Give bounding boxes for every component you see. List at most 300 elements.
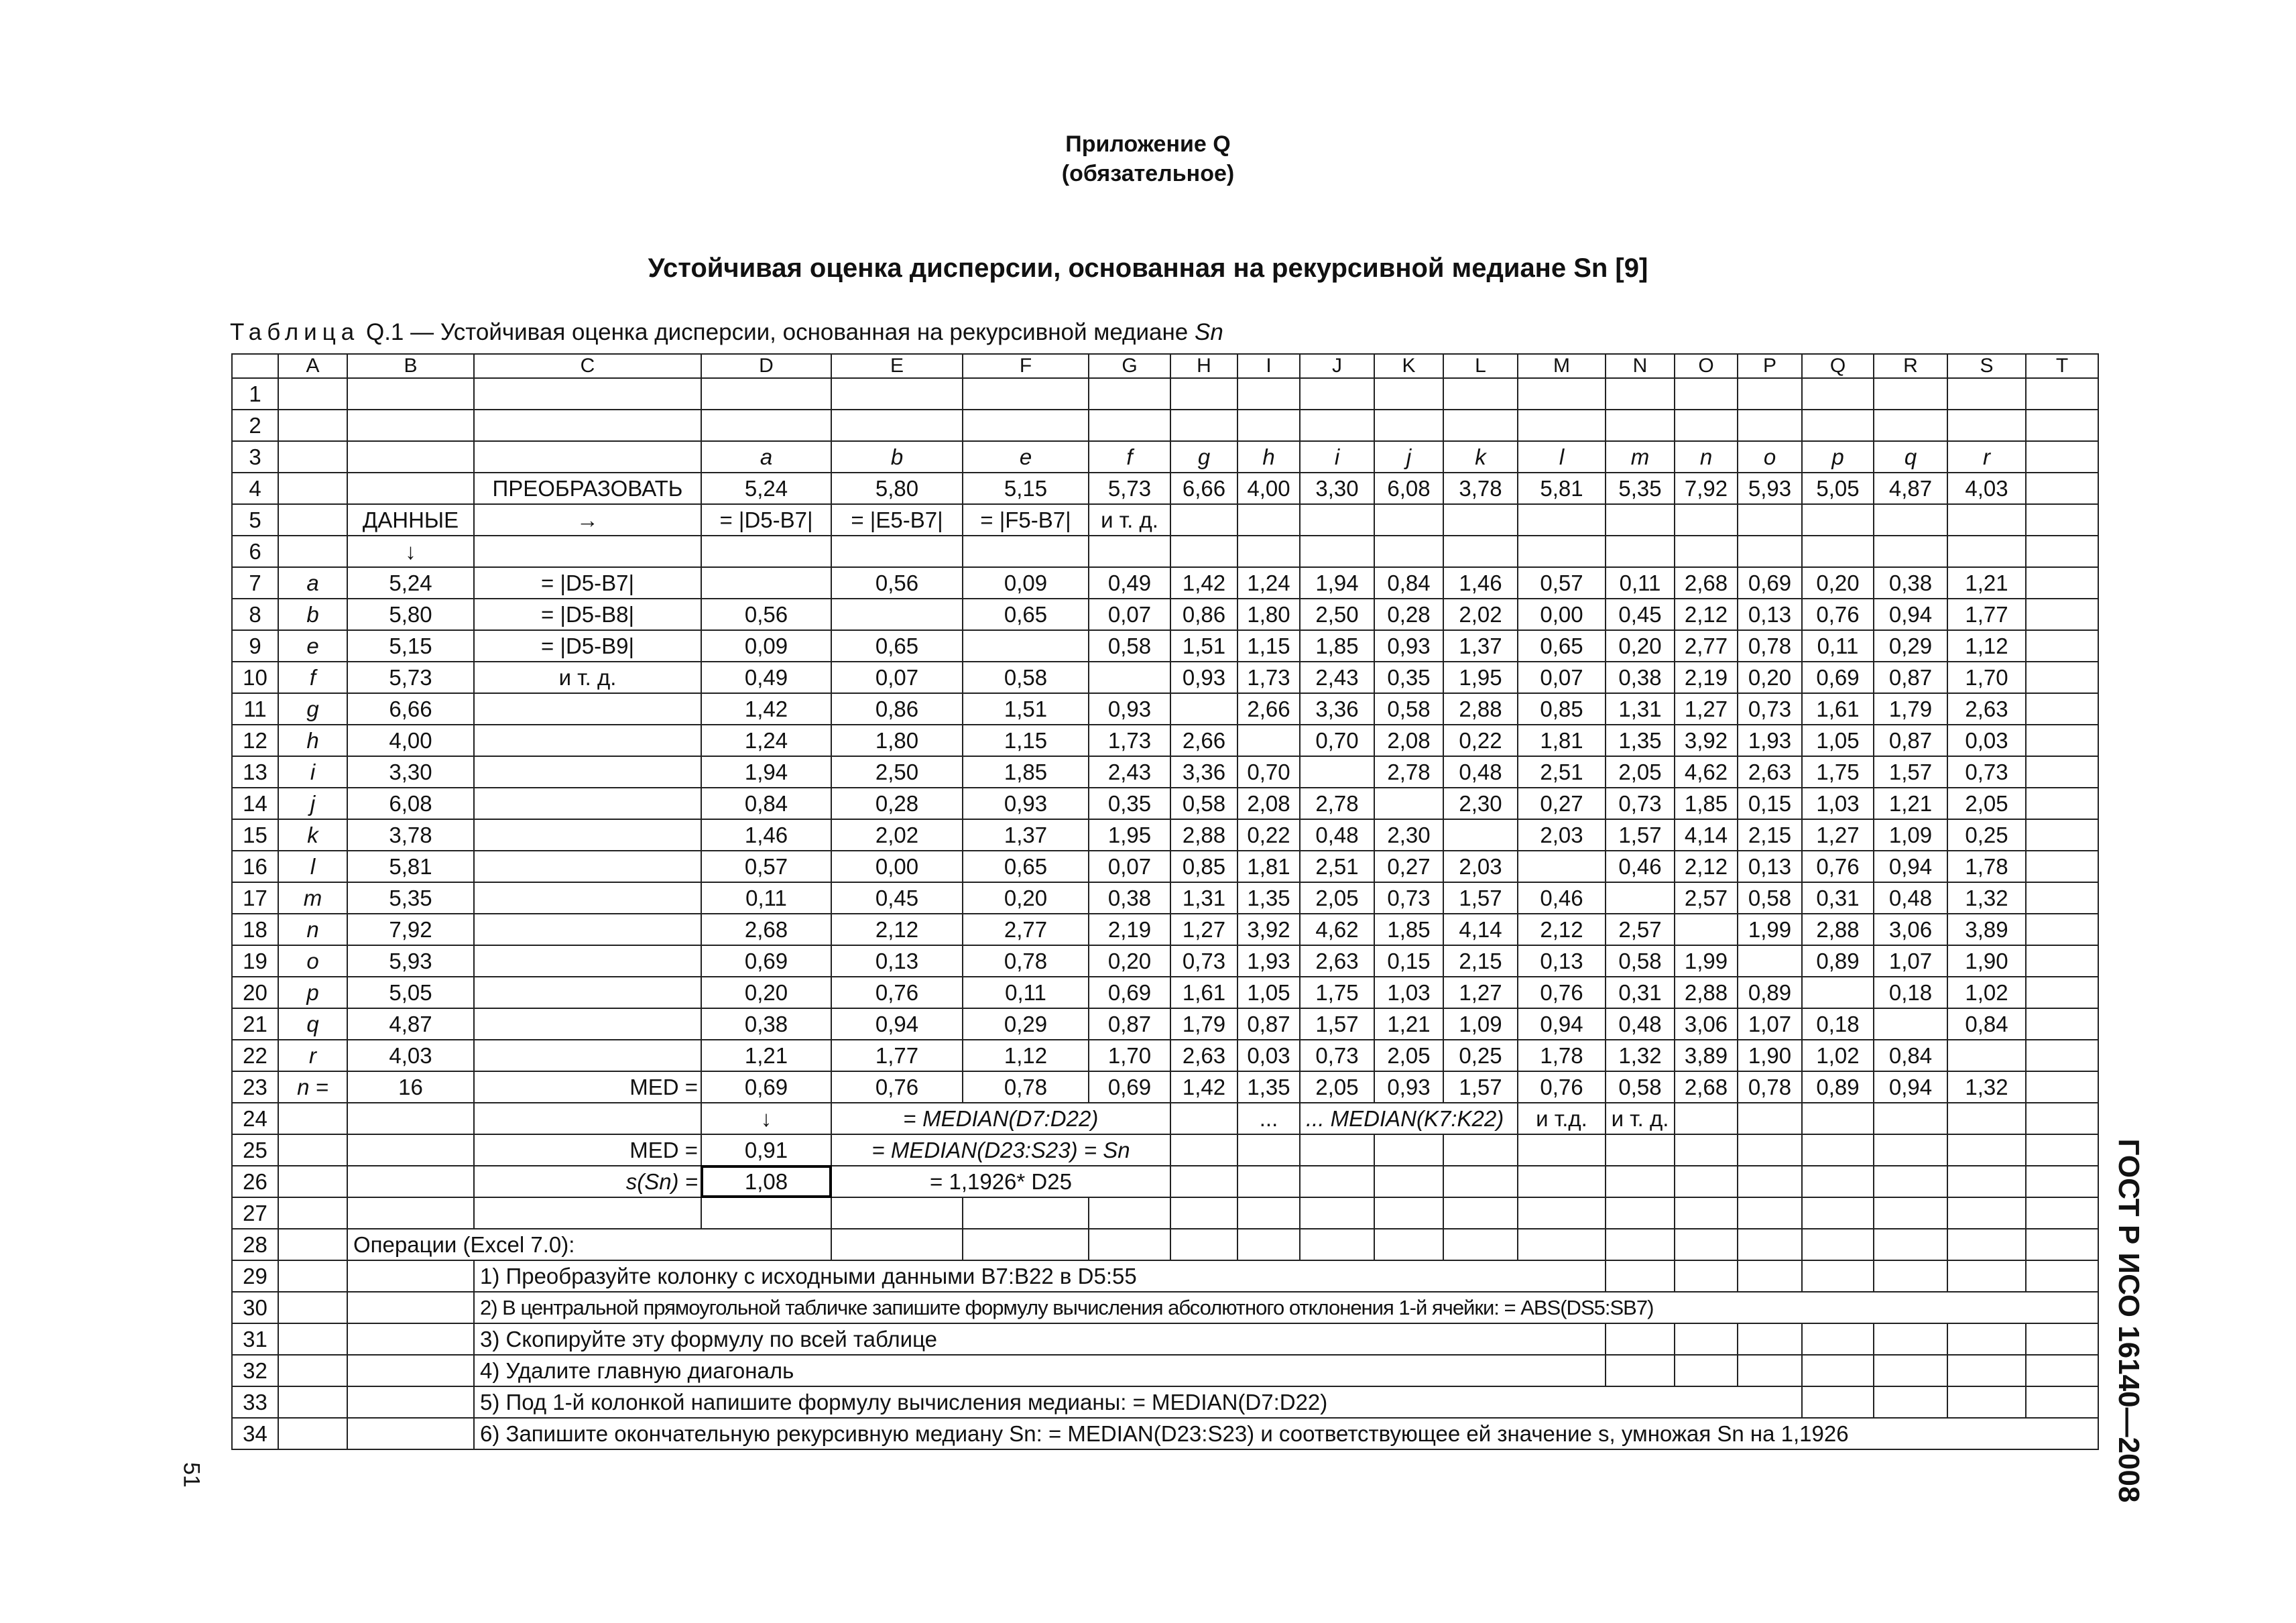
row-number: 9 (232, 630, 278, 662)
median-value: 1,35 (1237, 1071, 1300, 1103)
med-label: MED = (474, 1071, 701, 1103)
empty-cell (347, 1323, 474, 1355)
empty-cell (1675, 1103, 1738, 1134)
row-number: 8 (232, 599, 278, 630)
formula-cell: = |D5-B7| (474, 567, 701, 599)
formula-cell: = |D5-B8| (474, 599, 701, 630)
deviation-value: 1,42 (1170, 567, 1237, 599)
variable-label: h (278, 725, 347, 756)
empty-cell (831, 378, 963, 410)
med-label: MED = (474, 1134, 701, 1166)
column-variable: j (1374, 441, 1443, 473)
deviation-value: 2,66 (1170, 725, 1237, 756)
overall-median-value: 0,91 (701, 1134, 831, 1166)
deviation-value: 0,13 (1738, 599, 1802, 630)
deviation-value: 0,22 (1443, 725, 1518, 756)
deviation-value: 0,07 (1089, 851, 1170, 882)
data-value: 6,66 (347, 693, 474, 725)
variable-label: n (278, 914, 347, 945)
deviation-value: 0,20 (1089, 945, 1170, 977)
deviation-value: 0,70 (1300, 725, 1374, 756)
empty-cell (1675, 1260, 1738, 1292)
deviation-value: 0,69 (1802, 662, 1874, 693)
variable-label: l (278, 851, 347, 882)
deviation-value (1802, 977, 1874, 1008)
empty-cell (1300, 1229, 1374, 1260)
empty-cell (1606, 1166, 1675, 1197)
deviation-value: 2,05 (1300, 882, 1374, 914)
deviation-value: 3,06 (1874, 914, 1947, 945)
matrix-row (232, 662, 2098, 693)
empty-cell (1443, 378, 1518, 410)
column-header: S (1947, 354, 2026, 378)
deviation-value: 1,57 (1874, 756, 1947, 788)
column-variable: r (1947, 441, 2026, 473)
empty-cell (2026, 662, 2098, 693)
deviation-value: 0,11 (963, 977, 1089, 1008)
column-variable: o (1738, 441, 1802, 473)
row-number: 2 (232, 410, 278, 441)
row-number: 4 (232, 473, 278, 504)
empty-cell (1738, 1260, 1802, 1292)
deviation-value: 2,78 (1374, 756, 1443, 788)
column-variable: b (831, 441, 963, 473)
row-number: 32 (232, 1355, 278, 1386)
deviation-value (1089, 662, 1170, 693)
empty-cell (1170, 1134, 1237, 1166)
column-variable: e (963, 441, 1089, 473)
deviation-value: 0,48 (1874, 882, 1947, 914)
empty-cell (1738, 1229, 1802, 1260)
column-variable: n (1675, 441, 1738, 473)
data-label: ДАННЫЕ (347, 504, 474, 536)
column-header: F (963, 354, 1089, 378)
empty-cell (278, 1103, 347, 1134)
deviation-value: 1,31 (1170, 882, 1237, 914)
deviation-value: 2,88 (1170, 819, 1237, 851)
data-value: 4,03 (347, 1040, 474, 1071)
deviation-value: 1,57 (1443, 882, 1518, 914)
deviation-value: 1,77 (831, 1040, 963, 1071)
deviation-value: 0,65 (963, 599, 1089, 630)
empty-cell (474, 536, 701, 567)
deviation-value: 0,65 (831, 630, 963, 662)
empty-cell (1518, 378, 1606, 410)
transposed-value: 5,73 (1089, 473, 1170, 504)
empty-cell (347, 441, 474, 473)
formula-cell (474, 756, 701, 788)
empty-cell (1374, 378, 1443, 410)
deviation-value: 1,93 (1237, 945, 1300, 977)
deviation-value: 2,51 (1300, 851, 1374, 882)
transposed-value: 5,24 (701, 473, 831, 504)
median-value: 0,76 (831, 1071, 963, 1103)
deviation-value: 0,00 (1518, 599, 1606, 630)
deviation-value: 1,12 (1947, 630, 2026, 662)
empty-cell (2026, 1355, 2098, 1386)
deviation-value: 1,79 (1874, 693, 1947, 725)
appendix-title: Приложение Q (1065, 131, 1231, 157)
empty-cell (347, 1166, 474, 1197)
variable-label: p (278, 977, 347, 1008)
matrix-row (232, 882, 2098, 914)
matrix-row (232, 725, 2098, 756)
empty-cell (701, 1197, 831, 1229)
table-row (232, 1134, 2098, 1166)
empty-cell (1947, 1166, 2026, 1197)
empty-cell (1675, 1229, 1738, 1260)
corner-cell (232, 354, 278, 378)
empty-cell (2026, 851, 2098, 882)
deviation-value: 2,88 (1675, 977, 1738, 1008)
deviation-value: 0,11 (1802, 630, 1874, 662)
empty-cell (1947, 1355, 2026, 1386)
arrow-down: ↓ (701, 1103, 831, 1134)
row-number: 7 (232, 567, 278, 599)
empty-cell (1518, 1197, 1606, 1229)
deviation-value: 1,80 (831, 725, 963, 756)
deviation-value: 0,58 (963, 662, 1089, 693)
row-number: 12 (232, 725, 278, 756)
empty-cell (1374, 504, 1443, 536)
deviation-value (1300, 756, 1374, 788)
empty-cell (831, 536, 963, 567)
deviation-value: 0,38 (701, 1008, 831, 1040)
deviation-value: 1,57 (1606, 819, 1675, 851)
row-number: 27 (232, 1197, 278, 1229)
empty-cell (2026, 1008, 2098, 1040)
deviation-value: 1,27 (1675, 693, 1738, 725)
empty-cell (278, 410, 347, 441)
column-variable: h (1237, 441, 1300, 473)
deviation-value: 1,32 (1606, 1040, 1675, 1071)
n-value: 16 (347, 1071, 474, 1103)
empty-cell (1738, 536, 1802, 567)
deviation-value: 2,57 (1675, 882, 1738, 914)
empty-cell (1237, 1134, 1300, 1166)
data-value: 5,80 (347, 599, 474, 630)
deviation-value: 1,57 (1300, 1008, 1374, 1040)
empty-cell (1874, 1166, 1947, 1197)
empty-cell (2026, 599, 2098, 630)
table-row (232, 536, 2098, 567)
deviation-value: 3,92 (1675, 725, 1738, 756)
empty-cell (474, 378, 701, 410)
transposed-value: 5,35 (1606, 473, 1675, 504)
deviation-value: 1,15 (963, 725, 1089, 756)
empty-cell (2026, 788, 2098, 819)
empty-cell (278, 1323, 347, 1355)
empty-cell (1947, 536, 2026, 567)
deviation-value: 1,27 (1802, 819, 1874, 851)
empty-cell (1606, 1229, 1675, 1260)
deviation-value (1675, 914, 1738, 945)
deviation-value: 0,48 (1443, 756, 1518, 788)
median-value: 2,68 (1675, 1071, 1738, 1103)
deviation-value: 1,78 (1947, 851, 2026, 882)
deviation-value: 0,48 (1606, 1008, 1675, 1040)
deviation-value: 2,03 (1518, 819, 1606, 851)
spreadsheet-table (231, 353, 2099, 1450)
empty-cell (1947, 1197, 2026, 1229)
deviation-value: 1,99 (1675, 945, 1738, 977)
deviation-value: 4,14 (1443, 914, 1518, 945)
table-row (232, 504, 2098, 536)
empty-cell (1675, 536, 1738, 567)
deviation-value: 0,85 (1170, 851, 1237, 882)
column-header: Q (1802, 354, 1874, 378)
deviation-value: 1,75 (1300, 977, 1374, 1008)
column-header: E (831, 354, 963, 378)
variable-label: a (278, 567, 347, 599)
median-value: 1,42 (1170, 1071, 1237, 1103)
empty-cell (347, 1103, 474, 1134)
empty-cell (1675, 410, 1738, 441)
empty-cell (1874, 410, 1947, 441)
deviation-value: 0,65 (1518, 630, 1606, 662)
empty-cell (1947, 504, 2026, 536)
transposed-value: 6,66 (1170, 473, 1237, 504)
empty-cell (963, 1229, 1089, 1260)
row-number: 25 (232, 1134, 278, 1166)
empty-cell (1874, 1103, 1947, 1134)
empty-cell (1802, 410, 1874, 441)
table-row (232, 1166, 2098, 1197)
empty-cell (2026, 630, 2098, 662)
deviation-value (1874, 1008, 1947, 1040)
matrix-row (232, 693, 2098, 725)
formula-cell (474, 851, 701, 882)
empty-cell (701, 378, 831, 410)
deviation-value: 2,50 (831, 756, 963, 788)
empty-cell (278, 378, 347, 410)
empty-cell (1802, 536, 1874, 567)
empty-cell (1518, 1134, 1606, 1166)
deviation-value: 0,84 (1874, 1040, 1947, 1071)
row-number: 31 (232, 1323, 278, 1355)
empty-cell (1300, 536, 1374, 567)
row-number: 23 (232, 1071, 278, 1103)
empty-cell (1443, 410, 1518, 441)
deviation-value: 0,76 (831, 977, 963, 1008)
median-value: 0,76 (1518, 1071, 1606, 1103)
deviation-value: 2,78 (1300, 788, 1374, 819)
column-variable: a (701, 441, 831, 473)
row-number: 26 (232, 1166, 278, 1197)
median-value: 0,78 (963, 1071, 1089, 1103)
empty-cell (474, 1103, 701, 1134)
empty-cell (278, 1386, 347, 1418)
deviation-value: 1,77 (1947, 599, 2026, 630)
page-number-text: 51 (178, 1462, 204, 1488)
empty-cell (1237, 1197, 1300, 1229)
column-header: R (1874, 354, 1947, 378)
empty-cell (1874, 1323, 1947, 1355)
deviation-value: 1,94 (1300, 567, 1374, 599)
data-value: 7,92 (347, 914, 474, 945)
column-variable: l (1518, 441, 1606, 473)
page-number (171, 1455, 211, 1495)
variable-label: e (278, 630, 347, 662)
deviation-value (1738, 945, 1802, 977)
empty-cell (1675, 1166, 1738, 1197)
deviation-value: 1,61 (1802, 693, 1874, 725)
empty-cell (1089, 1229, 1170, 1260)
deviation-value: 0,87 (1237, 1008, 1300, 1040)
empty-cell (1170, 1166, 1237, 1197)
deviation-value: 1,24 (1237, 567, 1300, 599)
deviation-value: 2,68 (1675, 567, 1738, 599)
deviation-value: 1,05 (1802, 725, 1874, 756)
formula-cell (474, 788, 701, 819)
empty-cell (1300, 1197, 1374, 1229)
empty-cell (347, 473, 474, 504)
deviation-value: 1,90 (1947, 945, 2026, 977)
deviation-value: 1,32 (1947, 882, 2026, 914)
matrix-row (232, 1040, 2098, 1071)
deviation-value: 0,11 (701, 882, 831, 914)
empty-cell (1738, 504, 1802, 536)
deviation-value: 1,07 (1874, 945, 1947, 977)
transposed-value: 5,80 (831, 473, 963, 504)
data-value: 5,81 (347, 851, 474, 882)
row-number: 6 (232, 536, 278, 567)
deviation-value: 0,58 (1738, 882, 1802, 914)
empty-cell (1675, 504, 1738, 536)
empty-cell (1606, 1197, 1675, 1229)
transposed-value: 5,93 (1738, 473, 1802, 504)
empty-cell (278, 1197, 347, 1229)
deviation-value: 0,38 (1874, 567, 1947, 599)
operation-row (232, 1418, 2098, 1449)
table-row (232, 1229, 2098, 1260)
empty-cell (1738, 1134, 1802, 1166)
deviation-value: 1,09 (1443, 1008, 1518, 1040)
deviation-value: 0,89 (1802, 945, 1874, 977)
median-value: 0,69 (701, 1071, 831, 1103)
column-variable: p (1802, 441, 1874, 473)
empty-cell (1675, 1323, 1738, 1355)
deviation-value: 2,63 (1947, 693, 2026, 725)
table-row (232, 378, 2098, 410)
empty-cell (1802, 1166, 1874, 1197)
deviation-value: 2,30 (1443, 788, 1518, 819)
deviation-value: 0,84 (1374, 567, 1443, 599)
deviation-value: 2,43 (1089, 756, 1170, 788)
deviation-value: 0,69 (701, 945, 831, 977)
row-number: 17 (232, 882, 278, 914)
deviation-value: 0,73 (1300, 1040, 1374, 1071)
deviation-value: 2,02 (831, 819, 963, 851)
deviation-value: 1,79 (1170, 1008, 1237, 1040)
deviation-value: 3,06 (1675, 1008, 1738, 1040)
empty-cell (2026, 378, 2098, 410)
deviation-value: 1,27 (1170, 914, 1237, 945)
row-number: 10 (232, 662, 278, 693)
deviation-value: 0,20 (1606, 630, 1675, 662)
deviation-value: 1,51 (963, 693, 1089, 725)
formula-cell (474, 1040, 701, 1071)
deviation-value: 2,43 (1300, 662, 1374, 693)
deviation-value: 0,45 (1606, 599, 1675, 630)
empty-cell (1237, 378, 1300, 410)
column-header: O (1675, 354, 1738, 378)
row-number: 13 (232, 756, 278, 788)
empty-cell (278, 536, 347, 567)
empty-cell (2026, 1260, 2098, 1292)
empty-cell (278, 1355, 347, 1386)
deviation-value: 1,09 (1874, 819, 1947, 851)
deviation-value: 0,70 (1237, 756, 1300, 788)
table-caption (230, 319, 1223, 346)
ellipsis: ... (1237, 1103, 1300, 1134)
deviation-value: 2,66 (1237, 693, 1300, 725)
deviation-value: 0,78 (963, 945, 1089, 977)
empty-cell (1738, 1166, 1802, 1197)
operation-step: 5) Под 1-й колонкой напишите формулу вычисления медианы: = MEDIAN(D7:D22) (474, 1386, 1802, 1418)
median-value: 0,94 (1874, 1071, 1947, 1103)
operation-step: 2) В центральной прямоугольной табличке запишите формулу вычисления абсолютного отклонения 1-й ячейки: = ABS(DS5:SB7) (474, 1292, 2098, 1323)
matrix-row (232, 599, 2098, 630)
empty-cell (2026, 1166, 2098, 1197)
empty-cell (347, 1134, 474, 1166)
empty-cell (1947, 378, 2026, 410)
table-row (232, 1103, 2098, 1134)
caption-text: — Устойчивая оценка дисперсии, основанная на рекурсивной медиане (410, 319, 1189, 345)
empty-cell (1802, 1260, 1874, 1292)
deviation-value: 0,28 (831, 788, 963, 819)
deviation-value (1443, 819, 1518, 851)
empty-cell (963, 1197, 1089, 1229)
deviation-value: 0,89 (1738, 977, 1802, 1008)
deviation-value: 0,00 (831, 851, 963, 882)
empty-cell (1802, 1386, 1874, 1418)
deviation-value: 2,63 (1170, 1040, 1237, 1071)
deviation-value: 0,84 (1947, 1008, 2026, 1040)
column-variable: i (1300, 441, 1374, 473)
deviation-value: 1,31 (1606, 693, 1675, 725)
row-number: 11 (232, 693, 278, 725)
row-number: 28 (232, 1229, 278, 1260)
deviation-value: 1,07 (1738, 1008, 1802, 1040)
empty-cell (2026, 536, 2098, 567)
data-value: 4,87 (347, 1008, 474, 1040)
empty-cell (278, 1260, 347, 1292)
deviation-value: 2,08 (1374, 725, 1443, 756)
empty-cell (1802, 1103, 1874, 1134)
empty-cell (2026, 410, 2098, 441)
deviation-value: 0,13 (1738, 851, 1802, 882)
column-header: B (347, 354, 474, 378)
deviation-value: 0,69 (1089, 977, 1170, 1008)
main-title: Устойчивая оценка дисперсии, основанная на рекурсивной медиане Sn [9] (648, 253, 1648, 283)
deviation-value: 1,85 (963, 756, 1089, 788)
appendix-subtitle: (обязательное) (1061, 161, 1235, 186)
deviation-value: 0,78 (1738, 630, 1802, 662)
deviation-value: 2,88 (1802, 914, 1874, 945)
empty-cell (2026, 1323, 2098, 1355)
deviation-value: 3,92 (1237, 914, 1300, 945)
empty-cell (1947, 1386, 2026, 1418)
deviation-value: 2,63 (1738, 756, 1802, 788)
empty-cell (1170, 536, 1237, 567)
deviation-value: 0,15 (1374, 945, 1443, 977)
row-number: 33 (232, 1386, 278, 1418)
empty-cell (1874, 1355, 1947, 1386)
deviation-value: 1,78 (1518, 1040, 1606, 1071)
empty-cell (1947, 1260, 2026, 1292)
empty-cell (2026, 1040, 2098, 1071)
